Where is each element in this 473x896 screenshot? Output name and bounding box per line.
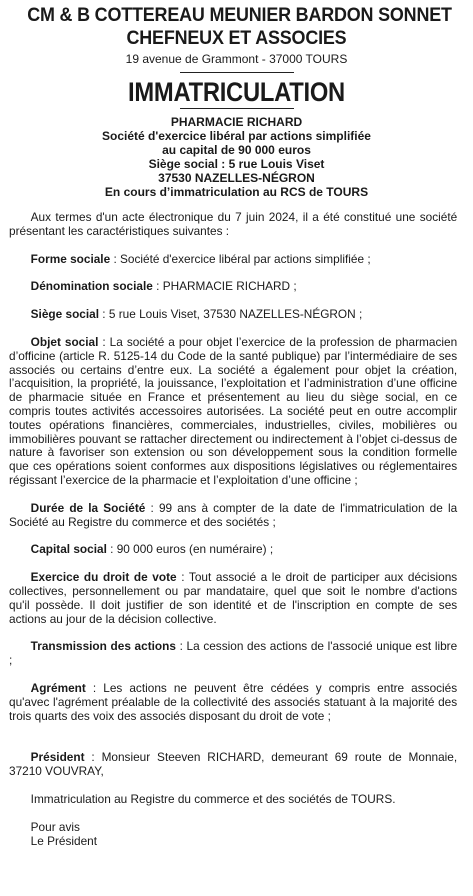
company-form: Société d'exercice libéral par actions simplifiée (102, 129, 371, 143)
firm-address: 19 avenue de Grammont - 37000 TOURS (125, 52, 348, 66)
field-value: : 99 ans à compter de la date de l'immatriculation de la Société au Registre du commerce et des sociétés ; (9, 500, 458, 529)
field-value: : Tout associé a le droit de participer aux décisions collectives, personnellement ou par mandataire, quel que soit le nombre d'actions qu'il possède. Il doit justifier de son identité et de l'inscription en compte de ses actions au jour de la décision collective. (9, 570, 458, 626)
company-capital: au capital de 90 000 euros (162, 143, 311, 157)
droit-de-vote (9, 571, 457, 626)
company-seat: Siège social : 5 rue Louis Viset (148, 157, 325, 171)
field-label: Président (30, 750, 85, 765)
closing-signatory: Le Président (30, 833, 98, 848)
company-block (9, 115, 464, 199)
intro-paragraph: Aux termes d'un acte électronique du 7 juin 2024, il a été constitué une société présentant les caractéristiques suivantes : (9, 210, 458, 238)
agrement (9, 682, 457, 723)
divider (180, 108, 294, 109)
company-city: 37530 NAZELLES-NÉGRON (158, 171, 315, 185)
field-label: Objet social (30, 334, 99, 349)
field-label: Dénomination sociale (30, 279, 153, 294)
firm-name-line2: CHEFNEUX ET ASSOCIES (126, 27, 347, 49)
divider (180, 72, 294, 73)
field-value: : Les actions ne peuvent être cédées y compris entre associés qu'avec l'agrément préalable de la collectivité des associés statuant à la majorité des trois quarts des voix des associés disposant du droit de vote ; (9, 680, 458, 723)
transmission-actions (9, 640, 457, 668)
field-label: Durée de la Société (30, 500, 146, 515)
denomination-sociale (9, 280, 457, 294)
capital-social (9, 543, 457, 557)
field-label: Siège social (30, 307, 100, 322)
field-value: : 5 rue Louis Viset, 37530 NAZELLES-NÉGRON ; (99, 307, 363, 322)
company-name: PHARMACIE RICHARD (170, 115, 303, 129)
president (9, 751, 457, 779)
field-value: : La société a pour objet l’exercice de la profession de pharmacien d’officine (article R. 5125-14 du Code de la santé publique) par l’intermédiaire de ses associés ou certains d’entre eux. La société a également pour objet la création, l’acquisition, la propriété, la jouissance, l’exploitation et l’administration d’une officine de pharmacie située en France et présentement au lieu du siège social, en ce compris toutes activités accessoires autorisées. La société peut en outre accomplir toutes opérations financières, commerciales, industrielles, civiles, mobilières ou immobilières pouvant se rattacher directement ou indirectement à l’objet ci-dessus de nature à favoriser son extension ou son développement sous la condition formelle que ces opérations soient conformes aux dispositions législatives ou réglementaires régissant l’exercice de la pharmacie et l’exploitation d’une officine ; (9, 334, 458, 487)
notice-title: IMMATRICULATION (128, 77, 345, 107)
field-label: Exercice du droit de vote (30, 570, 177, 585)
field-value: : Société d'exercice libéral par actions simplifiée ; (110, 251, 371, 266)
field-value: : Monsieur Steeven RICHARD, demeurant 69 route de Monnaie, 37210 VOUVRAY, (9, 750, 458, 779)
siege-social (9, 308, 457, 322)
field-value: : 90 000 euros (en numéraire) ; (106, 542, 274, 557)
objet-social (9, 336, 457, 488)
company-status: En cours d’immatriculation au RCS de TOURS (104, 185, 369, 199)
closing-pour-avis: Pour avis (30, 819, 80, 834)
field-value: : PHARMACIE RICHARD ; (152, 279, 297, 294)
field-label: Agrément (30, 680, 86, 695)
field-label: Forme sociale (30, 251, 111, 266)
registration-statement: Immatriculation au Registre du commerce et des sociétés de TOURS. (30, 791, 396, 806)
notice-body (9, 211, 457, 848)
field-label: Capital social (30, 542, 107, 557)
duree-societe (9, 502, 457, 530)
forme-sociale (9, 253, 457, 267)
firm-name-line1: CM & B COTTEREAU MEUNIER BARDON SONNET (27, 4, 452, 26)
field-value: : La cession des actions de l'associé unique est libre ; (9, 639, 458, 668)
field-label: Transmission des actions (30, 639, 176, 654)
